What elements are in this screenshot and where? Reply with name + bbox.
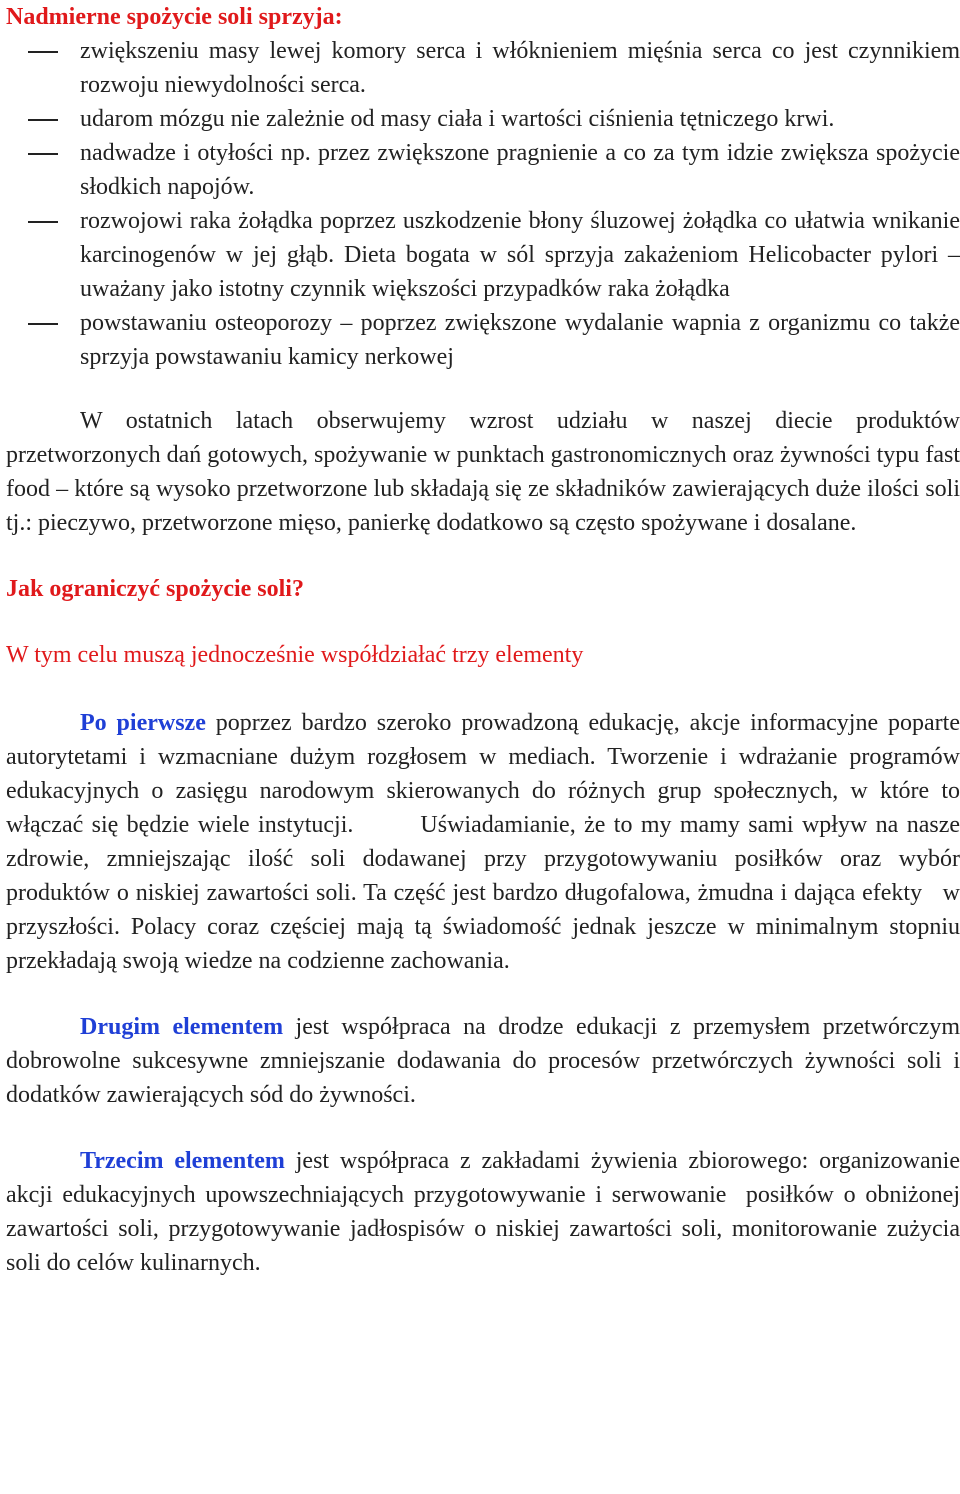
dash-bullet-icon: [28, 153, 58, 155]
list-item-text: nadwadze i otyłości np. przez zwiększone pragnienie a co za tym idzie zwiększa spożycie słodkich napojów.: [80, 140, 960, 200]
list-item: [6, 34, 960, 102]
list-item: [6, 306, 960, 374]
section-second-lead: Drugim elementem: [80, 1014, 284, 1040]
section-first-lead: Po pierwsze: [80, 710, 206, 736]
dash-bullet-icon: [28, 221, 58, 223]
list-item-text: rozwojowi raka żołądka poprzez uszkodzenie błony śluzowej żołądka co ułatwia wnikanie karcinogenów w jej głąb. Dieta bogata w sól sprzyja zakażeniom Helicobacter pylori – uważany jako istotny czynnik większości przypadków raka żołądka: [80, 208, 960, 302]
section-third-text: jest współpraca z zakładami żywienia zbiorowego: organizowanie akcji edukacyjnych upowszechniających przygotowywanie i serwowanie posiłków o obniżonej zawartości soli, przygotowywanie jadłospisów o niskiej zawartości soli, monitorowanie zużycia soli do celów kulinarnych.: [6, 1148, 960, 1276]
document-page: [6, 0, 960, 1280]
section-third-paragraph: [6, 1144, 960, 1280]
list-item: [6, 102, 960, 136]
list-item-text: powstawaniu osteoporozy – poprzez zwiększone wydalanie wapnia z organizmu co także sprzyja powstawaniu kamicy nerkowej: [80, 310, 960, 370]
list-item: [6, 204, 960, 306]
processed-food-paragraph: W ostatnich latach obserwujemy wzrost udziału w naszej diecie produktów przetworzonych dań gotowych, spożywanie w punktach gastronomicznych oraz żywności typu fast food – które są wysoko przetworzone lub składają się ze składników zawierających duże ilości soli tj.: pieczywo, przetworzone mięso, panierkę dodatkowo są często spożywane i dosalane.: [6, 408, 960, 536]
section-second-paragraph: [6, 1010, 960, 1112]
section-first-paragraph: [6, 706, 960, 978]
dash-bullet-icon: [28, 323, 58, 325]
heading-excess-salt: Nadmierne spożycie soli sprzyja:: [6, 4, 343, 30]
effects-list: [6, 34, 960, 374]
section-second-text: jest współpraca na drodze edukacji z przemysłem przetwórczym dobrowolne sukcesywne zmniejszanie dodawania do procesów przetwórczych żywności soli i dodatków zawierających sód do żywności.: [6, 1014, 960, 1108]
list-item-text: udarom mózgu nie zależnie od masy ciała i wartości ciśnienia tętniczego krwi.: [80, 106, 835, 132]
dash-bullet-icon: [28, 119, 58, 121]
section-third-lead: Trzecim elementem: [80, 1148, 285, 1174]
dash-bullet-icon: [28, 51, 58, 53]
subheading-three-elements: W tym celu muszą jednocześnie współdziałać trzy elementy: [6, 642, 584, 668]
section-first-text: poprzez bardzo szeroko prowadzoną edukację, akcje informacyjne poparte autorytetami i wzmacniane dużym rozgłosem w mediach. Tworzenie i wdrażanie programów edukacyjnych o zasięgu narodowym skierowanych do różnych grup społecznych, w które to włączać się będzie wiele instytucji. Uświadamianie, że to my mamy sami wpływ na nasze zdrowie, zmniejszając ilość soli dodawanej przy przygotowywaniu posiłków oraz wybór produktów o niskiej zawartości soli. Ta część jest bardzo długofalowa, żmudna i dająca efekty w przyszłości. Polacy coraz częściej mają tą świadomość jednak jeszcze w minimalnym stopniu przekładają swoją wiedze na codzienne zachowania.: [6, 710, 960, 974]
list-item-text: zwiększeniu masy lewej komory serca i włóknieniem mięśnia serca co jest czynnikiem rozwoju niewydolności serca.: [80, 38, 960, 98]
heading-how-to-limit: Jak ograniczyć spożycie soli?: [6, 576, 304, 602]
list-item: [6, 136, 960, 204]
